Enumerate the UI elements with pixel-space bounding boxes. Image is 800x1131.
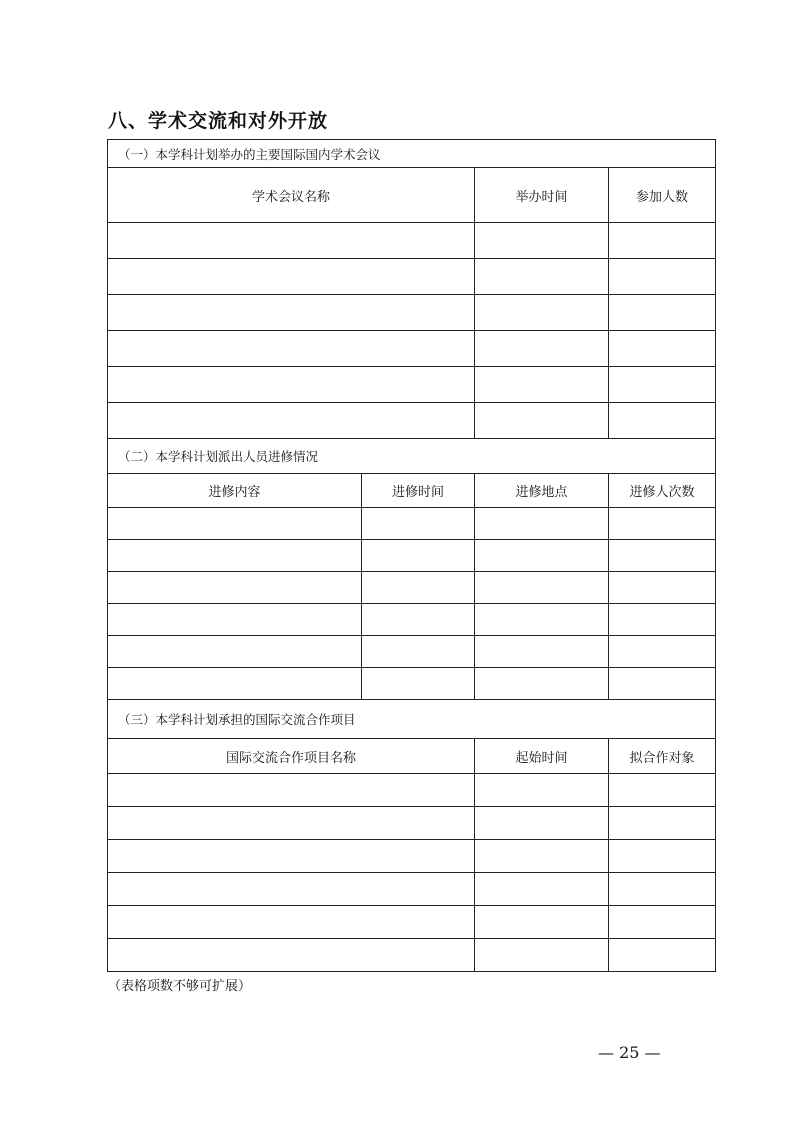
table-cell[interactable]: [609, 636, 716, 668]
header-training-content: 进修内容: [108, 474, 362, 508]
table-cell[interactable]: [609, 807, 716, 840]
section-title-cooperation: （三）本学科计划承担的国际交流合作项目: [108, 700, 716, 739]
header-project-name: 国际交流合作项目名称: [108, 739, 475, 774]
table-cell[interactable]: [108, 331, 475, 367]
table-row: [108, 403, 716, 439]
table-cell[interactable]: [475, 604, 609, 636]
table-cell[interactable]: [108, 807, 475, 840]
table-cell[interactable]: [108, 668, 362, 700]
page-title: 八、学术交流和对外开放: [108, 110, 329, 132]
academic-exchange-table: [107, 139, 716, 972]
section-title-training: （二）本学科计划派出人员进修情况: [108, 439, 716, 474]
table-row: [108, 259, 716, 295]
table-row: [108, 636, 716, 668]
table-cell[interactable]: [609, 774, 716, 807]
table-cell[interactable]: [108, 873, 475, 906]
table-row: [108, 295, 716, 331]
table-cell[interactable]: [362, 508, 475, 540]
table-cell[interactable]: [108, 367, 475, 403]
table-cell[interactable]: [475, 508, 609, 540]
table-cell[interactable]: [609, 508, 716, 540]
table-row: [108, 367, 716, 403]
table-cell[interactable]: [108, 572, 362, 604]
table-cell[interactable]: [108, 906, 475, 939]
table-cell[interactable]: [108, 508, 362, 540]
table-cell[interactable]: [609, 873, 716, 906]
table-cell[interactable]: [475, 403, 609, 439]
table-cell[interactable]: [475, 840, 609, 873]
table-cell[interactable]: [108, 939, 475, 972]
table-cell[interactable]: [609, 604, 716, 636]
table-cell[interactable]: [108, 403, 475, 439]
table-cell[interactable]: [475, 367, 609, 403]
table-cell[interactable]: [609, 906, 716, 939]
table-cell[interactable]: [362, 540, 475, 572]
table-row: [108, 906, 716, 939]
table-cell[interactable]: [609, 572, 716, 604]
header-conference-time: 举办时间: [475, 168, 609, 223]
table-cell[interactable]: [475, 774, 609, 807]
page-number: — 25 —: [598, 1043, 661, 1062]
table-cell[interactable]: [609, 367, 716, 403]
table-cell[interactable]: [609, 403, 716, 439]
table-cell[interactable]: [475, 906, 609, 939]
table-row: [108, 668, 716, 700]
table-cell[interactable]: [108, 604, 362, 636]
table-cell[interactable]: [609, 668, 716, 700]
table-row: [108, 774, 716, 807]
table-cell[interactable]: [108, 223, 475, 259]
table-cell[interactable]: [475, 295, 609, 331]
table-cell[interactable]: [475, 572, 609, 604]
header-conference-name: 学术会议名称: [108, 168, 475, 223]
table-row: [108, 223, 716, 259]
section-title-conferences: （一）本学科计划举办的主要国际国内学术会议: [108, 140, 716, 168]
header-start-time: 起始时间: [475, 739, 609, 774]
table-row: [108, 331, 716, 367]
table-cell[interactable]: [108, 295, 475, 331]
table-cell[interactable]: [108, 540, 362, 572]
table-cell[interactable]: [475, 873, 609, 906]
header-training-count: 进修人次数: [609, 474, 716, 508]
table-cell[interactable]: [609, 223, 716, 259]
table-row: [108, 939, 716, 972]
table-row: [108, 508, 716, 540]
header-participants: 参加人数: [609, 168, 716, 223]
table-row: [108, 572, 716, 604]
table-cell[interactable]: [475, 939, 609, 972]
table-row: [108, 604, 716, 636]
table-row: [108, 840, 716, 873]
table-cell[interactable]: [609, 295, 716, 331]
header-training-location: 进修地点: [475, 474, 609, 508]
table-cell[interactable]: [108, 636, 362, 668]
table-cell[interactable]: [108, 840, 475, 873]
table-expansion-note: （表格项数不够可扩展）: [108, 979, 252, 994]
table-cell[interactable]: [362, 572, 475, 604]
table-cell[interactable]: [108, 259, 475, 295]
table-cell[interactable]: [609, 939, 716, 972]
table-cell[interactable]: [475, 223, 609, 259]
table-row: [108, 807, 716, 840]
table-cell[interactable]: [609, 331, 716, 367]
table-cell[interactable]: [609, 540, 716, 572]
table-cell[interactable]: [362, 668, 475, 700]
header-partner: 拟合作对象: [609, 739, 716, 774]
table-cell[interactable]: [362, 636, 475, 668]
table-cell[interactable]: [475, 807, 609, 840]
table-cell[interactable]: [475, 636, 609, 668]
table-cell[interactable]: [475, 259, 609, 295]
table-cell[interactable]: [475, 668, 609, 700]
table-cell[interactable]: [108, 774, 475, 807]
table-row: [108, 873, 716, 906]
header-training-time: 进修时间: [362, 474, 475, 508]
table-cell[interactable]: [362, 604, 475, 636]
table-cell[interactable]: [475, 331, 609, 367]
table-cell[interactable]: [609, 259, 716, 295]
table-row: [108, 540, 716, 572]
table-cell[interactable]: [475, 540, 609, 572]
table-cell[interactable]: [609, 840, 716, 873]
